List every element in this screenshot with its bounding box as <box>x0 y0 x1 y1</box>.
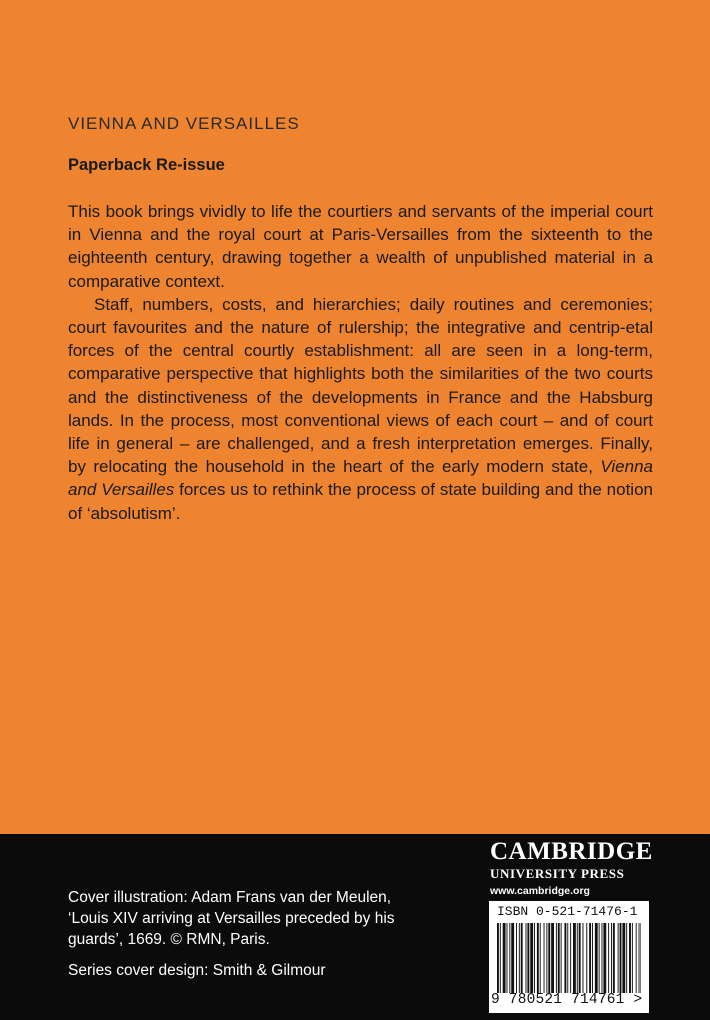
barcode-bar <box>537 923 539 993</box>
paragraph-2-text-b: forces us to rethink the process of state building and the notion of ‘absolutism’. <box>68 480 653 523</box>
barcode-bar <box>548 923 550 993</box>
barcode-bar <box>626 923 627 993</box>
barcode-bars <box>497 923 641 993</box>
barcode-bar <box>579 923 581 993</box>
barcode-bar <box>622 923 625 993</box>
barcode-bar <box>509 923 510 993</box>
barcode-bar <box>561 923 562 993</box>
barcode-bar <box>540 923 541 993</box>
barcode-bar <box>507 923 508 993</box>
barcode-bar <box>558 923 560 993</box>
barcode-bar <box>526 923 527 993</box>
barcode-bar <box>551 923 554 993</box>
barcode-bar <box>497 923 499 993</box>
barcode-bar <box>595 923 598 993</box>
description-paragraph-1: This book brings vividly to life the courtiers and servants of the imperial court in Vienna and the royal court at Paris-Versailles from the sixteenth to the eighteenth century, drawing together a wealth of unpublished material in a comparative context. <box>68 202 653 291</box>
barcode-bar <box>636 923 637 993</box>
barcode-bar <box>629 923 631 993</box>
barcode-bar <box>519 923 520 993</box>
barcode-bar <box>567 923 568 993</box>
barcode-bar <box>544 923 545 993</box>
barcode-bar <box>583 923 584 993</box>
paragraph-2-text-a: Staff, numbers, costs, and hierarchies; daily routines and ceremonies; court favourites and the nature of rulership; the integrative and centrip-etal forces of the central courtly establishment: all are seen in a long-term, comparative perspective that highlights both the similarities of the two courts and the distinctiveness of the developments in France and the Habsburg lands. In the process, most conventional views of each court – and of court life in general – are challenged, and a fresh interpretation emerges. Finally, by relocating the household in the heart of the early modern state, <box>68 294 653 477</box>
barcode-bar <box>602 923 603 993</box>
barcode-bar <box>527 923 529 993</box>
barcode-bar <box>570 923 571 993</box>
barcode-bar <box>534 923 535 993</box>
publisher-logo <box>490 838 660 898</box>
book-title: VIENNA AND VERSAILLES <box>68 114 300 133</box>
barcode-bar <box>503 923 506 993</box>
isbn-label: ISBN 0-521-71476-1 <box>497 904 638 919</box>
publisher-url: www.cambridge.org <box>490 885 590 897</box>
barcode-panel <box>489 901 649 1013</box>
barcode-digits: 9 780521 714761 > <box>491 992 643 1008</box>
barcode-bar <box>577 923 578 993</box>
barcode-bar <box>589 923 591 993</box>
barcode-bar <box>586 923 587 993</box>
barcode-bar <box>573 923 576 993</box>
barcode-bar <box>611 923 612 993</box>
barcode-bar <box>530 923 533 993</box>
barcode-bar <box>618 923 619 993</box>
book-description <box>68 200 653 525</box>
description-paragraph-2 <box>68 293 653 525</box>
publisher-press: UNIVERSITY PRESS <box>490 866 625 881</box>
barcode-bar <box>603 923 606 993</box>
publisher-name: CAMBRIDGE <box>490 838 653 865</box>
barcode-bar <box>564 923 566 993</box>
barcode-bar <box>613 923 615 993</box>
barcode-bar <box>632 923 633 993</box>
series-design-credit: Series cover design: Smith & Gilmour <box>68 962 326 979</box>
barcode-bar <box>639 923 640 993</box>
barcode-bar <box>500 923 501 993</box>
barcode-bar <box>620 923 622 993</box>
italic-book-title: Vienna and Versailles <box>68 457 653 500</box>
barcode-bar <box>608 923 609 993</box>
barcode-bar <box>592 923 593 993</box>
edition-label: Paperback Re-issue <box>68 156 225 174</box>
barcode-bar <box>546 923 547 993</box>
barcode-bar <box>556 923 557 993</box>
barcode-bar <box>599 923 600 993</box>
barcode-bar <box>511 923 514 993</box>
barcode-bar <box>640 923 641 993</box>
barcode-bar <box>516 923 517 993</box>
cover-illustration-credit: Cover illustration: Adam Frans van der Meulen, ‘Louis XIV arriving at Versailles preceded by his guards’, 1669. © RMN, Paris. <box>68 889 395 948</box>
barcode-bar <box>521 923 523 993</box>
